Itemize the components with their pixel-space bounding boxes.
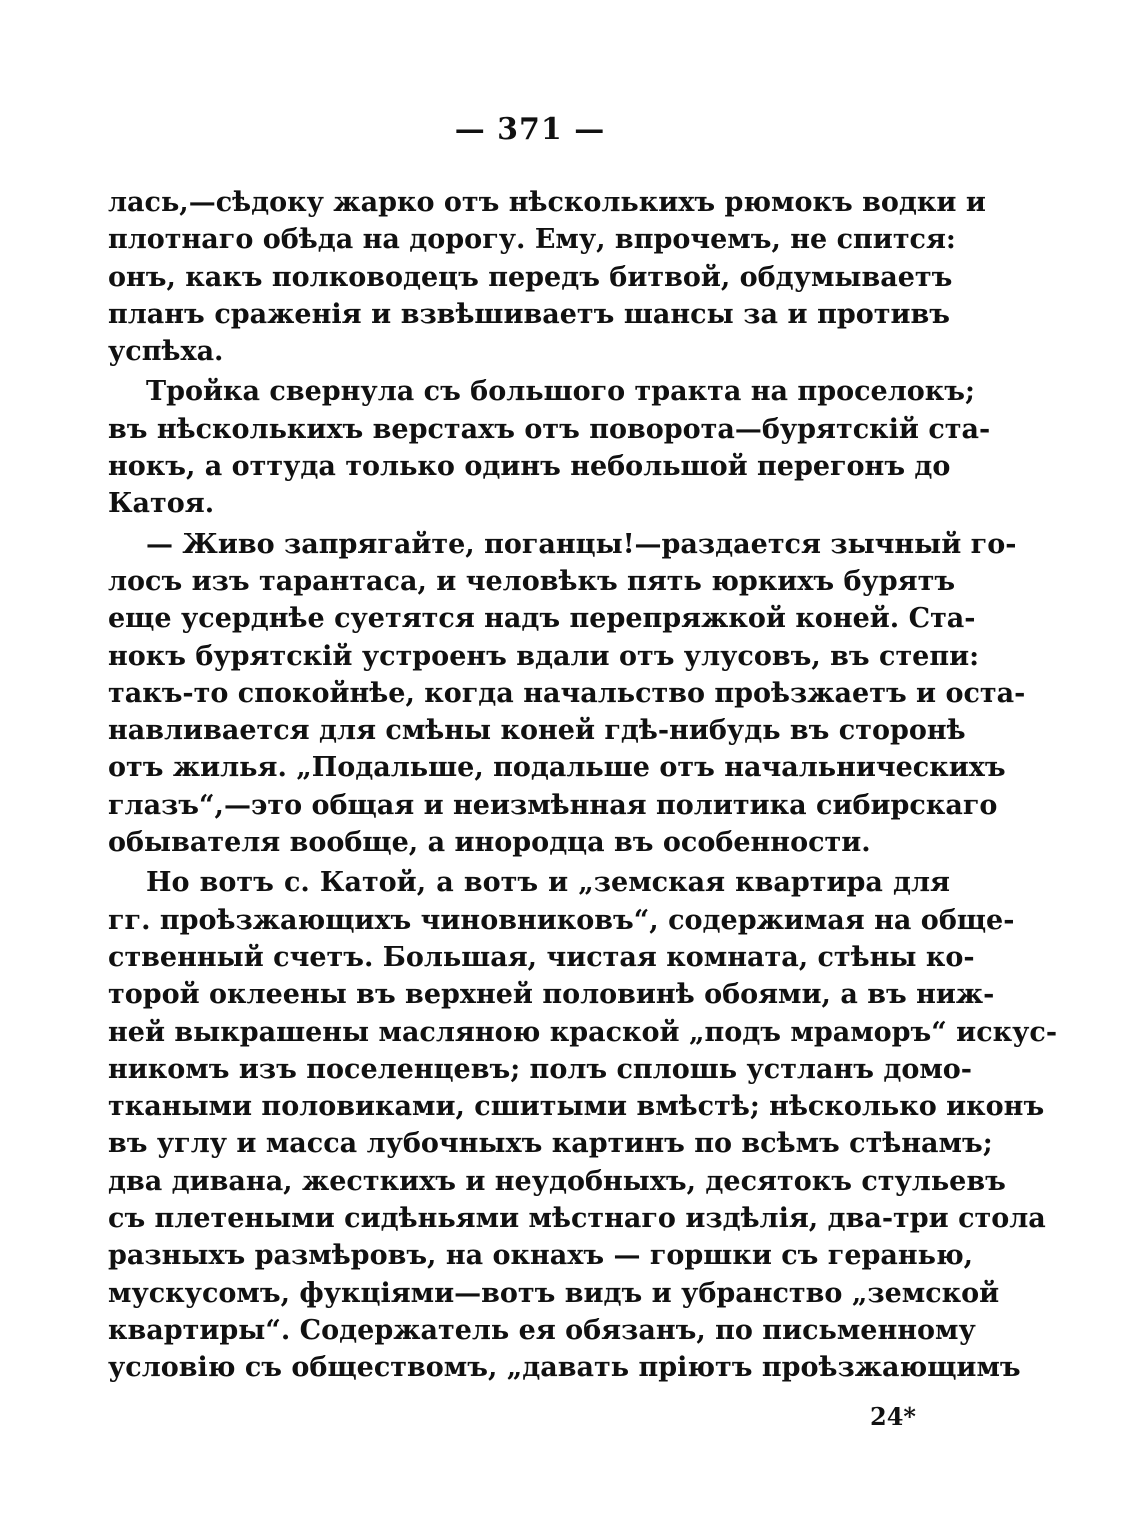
text-line: лосъ изъ тарантаса, и человѣкъ пять юркихъ бурятъ [108, 565, 956, 597]
text-line: лась,—сѣдоку жарко отъ нѣсколькихъ рюмокъ водки и [108, 187, 986, 218]
text-line: условію съ обществомъ, „давать пріютъ проѣзжающимъ [108, 1352, 1021, 1384]
text-line: разныхъ размѣровъ, на окнахъ — горшки съ геранью, [108, 1240, 974, 1272]
paragraph-start-line: Но вотъ с. Катой, а вотъ и „земская квартира для [146, 867, 950, 899]
text-line: планъ сраженія и взвѣшиваетъ шансы за и противъ [108, 298, 950, 330]
text-line: отъ жилья. „Подальше, подальше отъ начальническихъ [108, 752, 1006, 784]
text-line: еще усерднѣе суетятся надъ перепряжкой коней. Ста- [108, 603, 976, 635]
page-number: — 371 — [454, 112, 606, 147]
text-line: навливается для смѣны коней гдѣ-нибудь въ сторонѣ [108, 715, 966, 747]
text-line: торой оклеены въ верхней половинѣ обоями, а въ ниж- [108, 979, 995, 1011]
text-line: нокъ бурятскій устроенъ вдали отъ улусовъ, въ степи: [108, 640, 980, 672]
text-line: съ плетеными сидѣньями мѣстнаго издѣлія, два-три стола [108, 1203, 1046, 1235]
text-line: ственный счетъ. Большая, чистая комната, стѣны ко- [108, 941, 975, 973]
text-line: успѣха. [108, 336, 224, 368]
paragraph-start-line: — Живо запрягайте, поганцы!—раздается зычный го- [146, 528, 1017, 560]
signature-mark: 24* [870, 1402, 916, 1431]
text-line: ней выкрашены масляною краской „подъ мраморъ“ искус- [108, 1016, 1058, 1048]
text-line: ткаными половиками, сшитыми вмѣстѣ; нѣсколько иконъ [108, 1091, 1045, 1123]
text-line: въ углу и масса лубочныхъ картинъ по всѣмъ стѣнамъ; [108, 1128, 993, 1160]
text-line: Катоя. [108, 488, 215, 520]
body-text [108, 184, 1058, 1387]
text-line: квартиры“. Содержатель ея обязанъ, по письменному [108, 1314, 976, 1346]
text-line: гг. проѣзжающихъ чиновниковъ“, содержимая на обще- [108, 904, 1015, 936]
text-line: такъ-то спокойнѣе, когда начальство проѣзжаетъ и оста- [108, 677, 1026, 709]
paragraph-start-line: Тройка свернула съ большого тракта на проселокъ; [146, 376, 975, 408]
text-line: нокъ, а оттуда только одинъ небольшой перегонъ до [108, 451, 951, 483]
text-line: глазъ“,—это общая и неизмѣнная политика сибирскаго [108, 789, 998, 821]
text-line: никомъ изъ поселенцевъ; полъ сплошь устланъ домо- [108, 1053, 972, 1085]
text-line: онъ, какъ полководецъ передъ битвой, обдумываетъ [108, 261, 953, 293]
text-line: плотнаго обѣда на дорогу. Ему, впрочемъ, не спится: [108, 224, 956, 256]
text-line: въ нѣсколькихъ верстахъ отъ поворота—бурятскій ста- [108, 413, 991, 445]
text-line: обывателя вообще, а инородца въ особенности. [108, 827, 871, 859]
text-line: два дивана, жесткихъ и неудобныхъ, десятокъ стульевъ [108, 1165, 1006, 1197]
text-line: мускусомъ, фукціями—вотъ видъ и убранство „земской [108, 1277, 1000, 1309]
